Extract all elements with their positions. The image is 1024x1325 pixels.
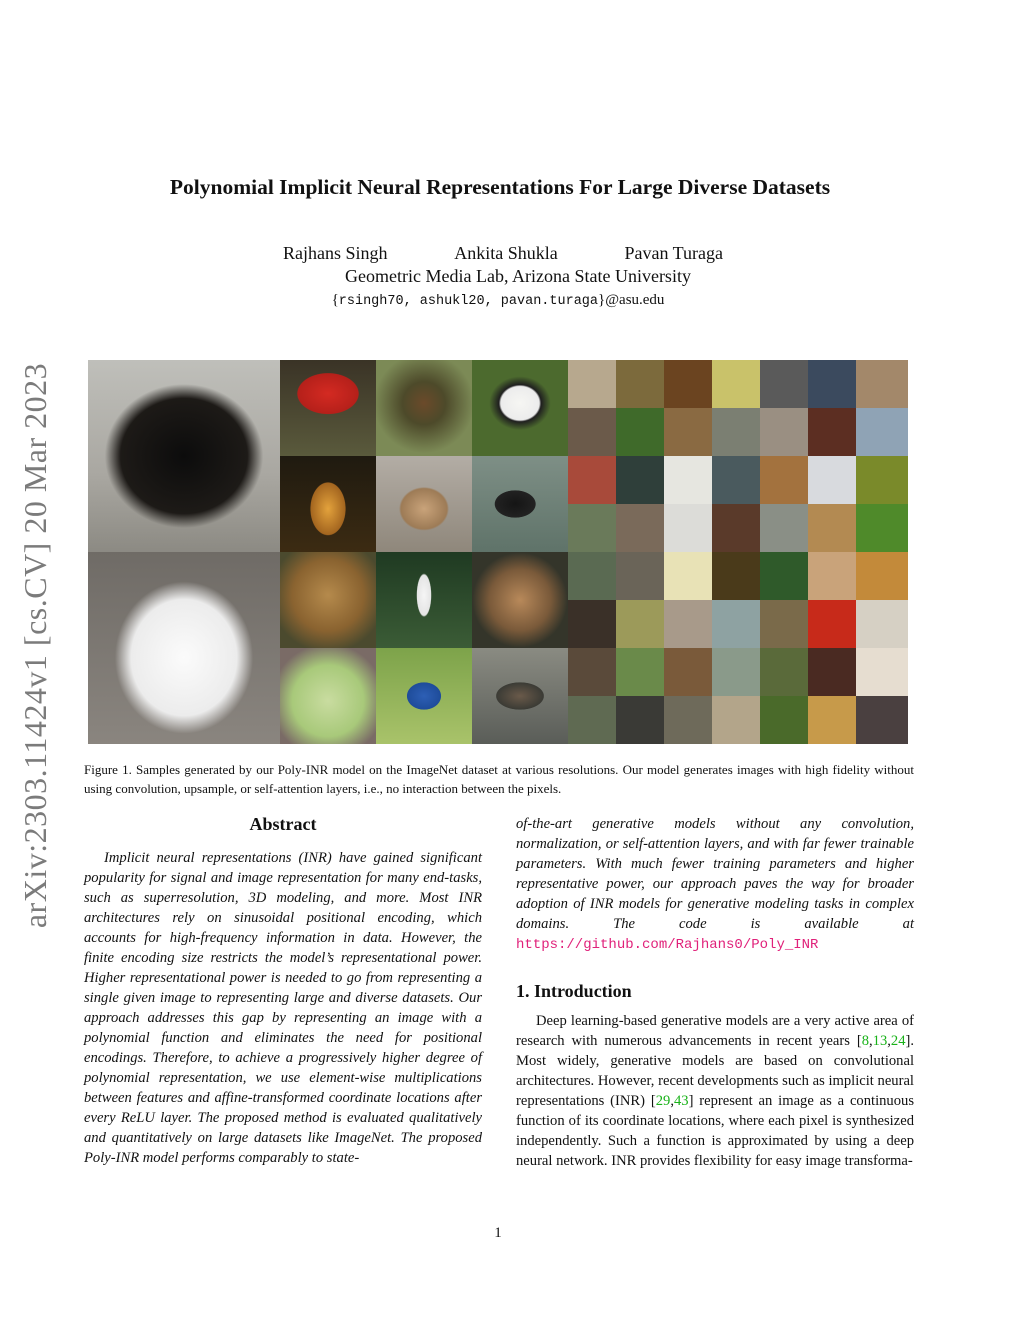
author-emails <box>0 292 996 309</box>
introduction-heading: 1. Introduction <box>516 981 632 1001</box>
sample-image <box>280 360 376 456</box>
sample-image <box>616 408 664 456</box>
sample-image <box>664 504 712 552</box>
sample-image <box>664 696 712 744</box>
sample-image <box>808 696 856 744</box>
sample-image <box>856 504 908 552</box>
author-list <box>283 243 723 264</box>
sample-image <box>376 648 472 744</box>
sample-image <box>760 504 808 552</box>
sample-image <box>568 360 616 408</box>
author-name: Rajhans Singh <box>283 243 388 263</box>
affiliation: Geometric Media Lab, Arizona State University <box>345 266 691 286</box>
left-column <box>84 814 482 1168</box>
sample-image <box>616 552 664 600</box>
citation-link[interactable]: 8 <box>861 1033 869 1049</box>
code-link[interactable]: https://github.com/Rajhans0/Poly_INR <box>516 937 819 953</box>
sample-image <box>760 648 808 696</box>
email-brace-close: } <box>598 292 606 308</box>
sample-image-grid <box>88 360 908 744</box>
sample-image <box>616 456 664 504</box>
sample-image <box>376 456 472 552</box>
sample-image <box>472 648 568 744</box>
sample-image <box>856 648 908 696</box>
intro-text: ] represent an image as a continuous function of its coordinate locations, where each pixel is synthesized independently. Such a function is approximated by using a deep neural network. INR provides flexibility for easy image transforma- <box>516 1093 914 1169</box>
citation-link[interactable]: 29 <box>655 1093 671 1109</box>
citation-link[interactable]: 24 <box>890 1033 906 1049</box>
sample-image <box>856 360 908 408</box>
page-number: 1 <box>494 1225 502 1241</box>
sample-image <box>808 456 856 504</box>
author-name: Pavan Turaga <box>624 243 723 263</box>
sample-image <box>568 552 616 600</box>
sample-image <box>664 408 712 456</box>
sample-image <box>856 696 908 744</box>
sample-image <box>472 360 568 456</box>
abstract-heading: Abstract <box>249 814 317 834</box>
sample-image <box>568 648 616 696</box>
sample-image <box>568 696 616 744</box>
sample-image <box>616 600 664 648</box>
sample-image <box>376 360 472 456</box>
sample-image <box>808 600 856 648</box>
sample-image <box>280 648 376 744</box>
paper-title: Polynomial Implicit Neural Representations For Large Diverse Datasets <box>169 175 831 199</box>
sample-image <box>616 360 664 408</box>
sample-image <box>760 408 808 456</box>
sample-image <box>808 504 856 552</box>
sample-image <box>568 600 616 648</box>
sample-image <box>712 696 760 744</box>
sample-image <box>568 408 616 456</box>
sample-image <box>760 600 808 648</box>
introduction-paragraph: Deep learning-based generative models are a very active area of research with numerous advancements in recent years [8,13,24]. Most widely, generative models are based on convolutional architectures. However, recent developments such as implicit neural representations (INR) [29,43] represent an image as a continuous function of its coordinate locations, where each pixel is synthesized independently. Such a function is approximated by using a deep neural network. INR provides flexibility for easy image transforma- <box>516 1013 914 1169</box>
sample-image <box>712 360 760 408</box>
sample-image <box>88 552 280 744</box>
sample-image <box>808 408 856 456</box>
sample-image <box>760 360 808 408</box>
sample-image <box>712 456 760 504</box>
citation-link[interactable]: 43 <box>673 1093 689 1109</box>
intro-text: Deep learning-based generative models are a very active area of research with numerous advancements in recent years [ <box>516 1013 914 1049</box>
sample-image <box>664 552 712 600</box>
sample-image <box>616 696 664 744</box>
sample-image <box>664 456 712 504</box>
abstract-continued-text: of-the-art generative models without any convolution, normalization, or self-attention layers, and with far fewer trainable parameters. With much fewer training parameters and higher representative power, our approach paves the way for broader adoption of INR models for generative modeling tasks in complex domains. The code is available at <box>516 816 914 932</box>
sample-image <box>712 648 760 696</box>
sample-image <box>808 360 856 408</box>
arxiv-stamp-text: arXiv:2303.11424v1 [cs.CV] 20 Mar 2023 <box>17 362 54 928</box>
sample-image <box>712 552 760 600</box>
sample-image <box>280 552 376 648</box>
sample-image <box>712 504 760 552</box>
sample-image <box>472 456 568 552</box>
sample-image <box>616 504 664 552</box>
sample-image <box>664 360 712 408</box>
sample-image <box>568 456 616 504</box>
sample-image <box>808 552 856 600</box>
email-domain: @asu.edu <box>605 292 665 308</box>
sample-image <box>712 600 760 648</box>
author-name: Ankita Shukla <box>454 243 558 263</box>
arxiv-stamp <box>12 345 60 945</box>
sample-image <box>712 408 760 456</box>
sample-image <box>472 552 568 648</box>
sample-image <box>280 456 376 552</box>
sample-image <box>664 648 712 696</box>
figure-caption: Figure 1. Samples generated by our Poly-INR model on the ImageNet dataset at various resolutions. Our model generates images with high fidelity without using convolution, upsample, or self-attention layers, i.e., no interaction between the pixels. <box>84 762 914 796</box>
sample-image <box>664 600 712 648</box>
sample-image <box>856 408 908 456</box>
sample-image <box>856 600 908 648</box>
abstract-body: Implicit neural representations (INR) have gained significant popularity for signal and image representation for many end-tasks, such as superresolution, 3D modeling, and more. Most INR architectures rely on sinusoidal positional encoding, which accounts for high-frequency information in data. However, the finite encoding size restricts the model’s representational power. Higher representational power is needed to go from representing a single given image to representing large and diverse datasets. Our approach addresses this gap by representing an image with a polynomial function and eliminates the need for positional encodings. Therefore, to achieve a progressively higher degree of polynomial representation, we use element-wise multiplications between features and affine-transformed coordinate locations after every ReLU layer. The proposed method is evaluated qualitatively and quantitatively on large datasets like ImageNet. The proposed Poly-INR model performs comparably to state- <box>84 850 482 1166</box>
sample-image <box>760 696 808 744</box>
sample-image <box>856 456 908 504</box>
intro-text: ]. Most widely, generative models are based on convolutional architectures. However, recent developments such as implicit neural representations (INR) [ <box>516 1033 914 1109</box>
sample-image <box>568 504 616 552</box>
sample-image <box>616 648 664 696</box>
citation-link[interactable]: 13 <box>872 1033 888 1049</box>
sample-image <box>760 456 808 504</box>
sample-image <box>808 648 856 696</box>
sample-image <box>856 552 908 600</box>
sample-image <box>88 360 280 552</box>
email-names: rsingh70, ashukl20, pavan.turaga <box>338 294 599 309</box>
sample-image <box>376 552 472 648</box>
email-brace-open: { <box>331 292 339 308</box>
abstract-continued <box>516 814 914 955</box>
right-column <box>516 814 914 1171</box>
sample-image <box>760 552 808 600</box>
